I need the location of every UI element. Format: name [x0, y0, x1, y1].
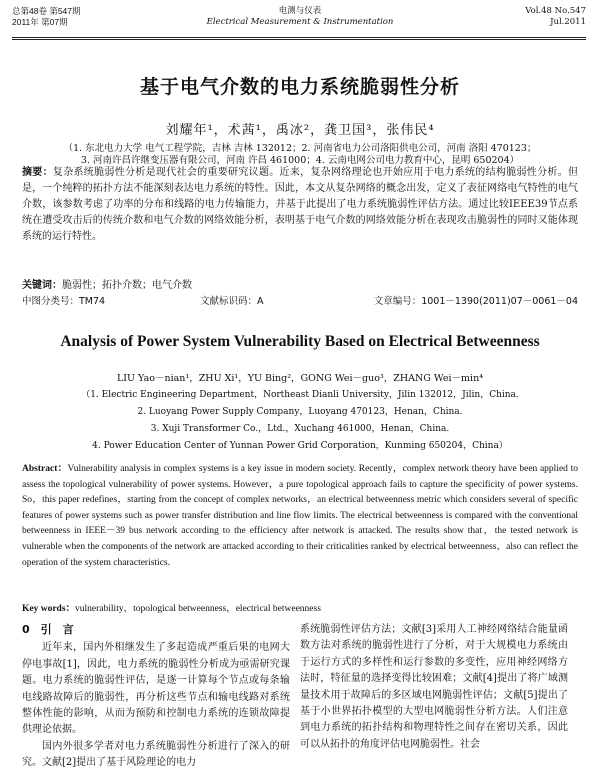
cn-affiliation-2: 3. 河南许昌许继变压器有限公司，河南 许昌 461000；4. 云南电网公司电力教育中心，昆明 650204） — [80, 155, 520, 166]
cn-affiliation-1: （1. 东北电力大学 电气工程学院，吉林 吉林 132012；2. 河南省电力公司洛阳供电公司，河南 洛阳 470123； — [63, 143, 537, 154]
header-center — [0, 6, 600, 28]
section-heading: 0 引 言 — [22, 623, 74, 636]
en-abstract — [22, 462, 578, 571]
cn-title: 基于电气介数的电力系统脆弱性分析 — [139, 76, 460, 98]
en-affiliation-1: （1. Electric Engineering Department，Northeast Dianli University，Jilin 132012，Jilin，China. — [81, 390, 519, 400]
header-rule-top — [12, 37, 586, 38]
cn-keywords-text: 脆弱性；拓扑介数；电气介数 — [62, 280, 192, 291]
journal-name-cn: 电测与仪表 — [278, 6, 322, 16]
body-column-right — [300, 622, 568, 753]
header-volume: 总第48卷 第547期 — [12, 6, 81, 16]
cn-abstract-label: 摘要： — [22, 167, 53, 178]
document-code: 文献标识码：A — [200, 296, 264, 307]
cn-authors: 刘耀年¹，术茜¹，禹冰²，龚卫国³，张伟民⁴ — [165, 123, 435, 138]
journal-name-en: Electrical Measurement & Instrumentation — [206, 17, 394, 27]
clc-number: 中图分类号：TM74 — [22, 296, 106, 307]
en-title: Analysis of Power System Vulnerability Based on Electrical Betweenness — [60, 333, 540, 350]
body-paragraph: 近年来，国内外相继发生了多起造成严重后果的电网大停电事故[1]，因此，电力系统的脆弱性分析成为亟需研究课题。电力系统的脆弱性评估，是逐一计算每个节点或每条输电线路故障后的脆弱性，再分析这些节点和输电线路对系统整体性能的影响，从而为预防和控制电力系统的连锁故障提供理论依据。 — [22, 642, 290, 736]
article-number: 文章编号：1001－1390(2011)07－0061－04 — [373, 296, 578, 307]
en-affiliation-4: 4. Power Education Center of Yunnan Power Grid Corporation，Kunming 650204，China） — [92, 441, 508, 451]
cn-keywords-label: 关键词： — [22, 280, 62, 291]
cn-classification-row — [22, 293, 578, 307]
body-paragraph: 国内外很多学者对电力系统脆弱性分析进行了深入的研究。文献[2]提出了基于风险理论的电力 — [22, 740, 290, 769]
header-issue: 2011年 第07期 — [12, 17, 68, 27]
cn-keywords — [22, 276, 192, 291]
header-date: Jul.2011 — [550, 17, 586, 27]
en-abstract-text: Vulnerability analysis in complex systems is a key issue in modern society. Recently，complex network theory have been applied to assess the topological vulnerability of power systems. However，a pure topological approach fails to capture the specificity of power systems. So，this paper redefines，starting from the concept of complex networks，an electrical betweenness metric which considers several of specific features of power systems such as power transfer distribution and line flow limits. The electrical betweenness is compared with the conventional betweenness in IEEE－39 bus network according to the efficiency after network is attacked. The results show that，the tested network is vulnerable when the components of the network are attacked according to their criticalities ranked by electrical betweenness，also can reflect the operation of the system characteristics. — [22, 464, 578, 568]
en-authors: LIU Yao－nian¹，ZHU Xi¹，YU Bing²，GONG Wei－guo³，ZHANG Wei－min⁴ — [116, 373, 484, 384]
en-keywords-text: vulnerability，topological betweenness，electrical betweenness — [75, 604, 321, 614]
header-rule-bottom — [12, 39, 586, 40]
body-column-left — [22, 622, 290, 772]
body-paragraph: 系统脆弱性评估方法；文献[3]采用人工神经网络结合能量函数方法对系统的脆弱性进行了分析，对于大规模电力系统由于运行方式的多样性和运行参数的多变性，应用神经网络方法时，特征量的选择变得比较困难；文献[4]提出了将广域测量技术用于故障后的多区域电网脆弱性评估；文献[5]提出了基于小世界拓扑模型的大型电网脆弱性分析方法。人们注意到电力系统的拓扑结构和物理特性之间存在密切关系，因此可以从拓扑的角度评估电网脆弱性。社会 — [300, 624, 568, 750]
header-vol-no: Vol.48 No.547 — [525, 6, 586, 16]
en-abstract-label: Abstract： — [22, 464, 68, 474]
cn-abstract-text: 复杂系统脆弱性分析是现代社会的重要研究议题。近来，复杂网络理论也开始应用于电力系统的结构脆弱性分析。但是，一个纯粹的拓扑方法不能深刻表达电力系统的特性。因此，本文从复杂网络的概念出发，定义了表征网络电气特性的电气介数，该参数考虑了功率的分布和线路的电力传输能力，并基于此提出了电力系统脆弱性评估方法。通过比较IEEE39节点系统在遭受攻击后的传统介数和电气介数的网络效能分析，表明基于电气介数的网络效能分析在表现攻击脆弱性的同时又能体现系统的运行特性。 — [22, 167, 578, 242]
cn-abstract — [22, 165, 578, 245]
running-header — [0, 6, 600, 36]
en-keywords — [22, 600, 321, 614]
en-affiliation-2: 2. Luoyang Power Supply Company，Luoyang 470123，Henan，China. — [137, 407, 463, 417]
en-affiliation-3: 3. Xuji Transformer Co.，Ltd.，Xuchang 461000，Henan，China. — [150, 424, 450, 434]
header-right — [525, 6, 586, 28]
en-keywords-label: Key words： — [22, 604, 76, 614]
